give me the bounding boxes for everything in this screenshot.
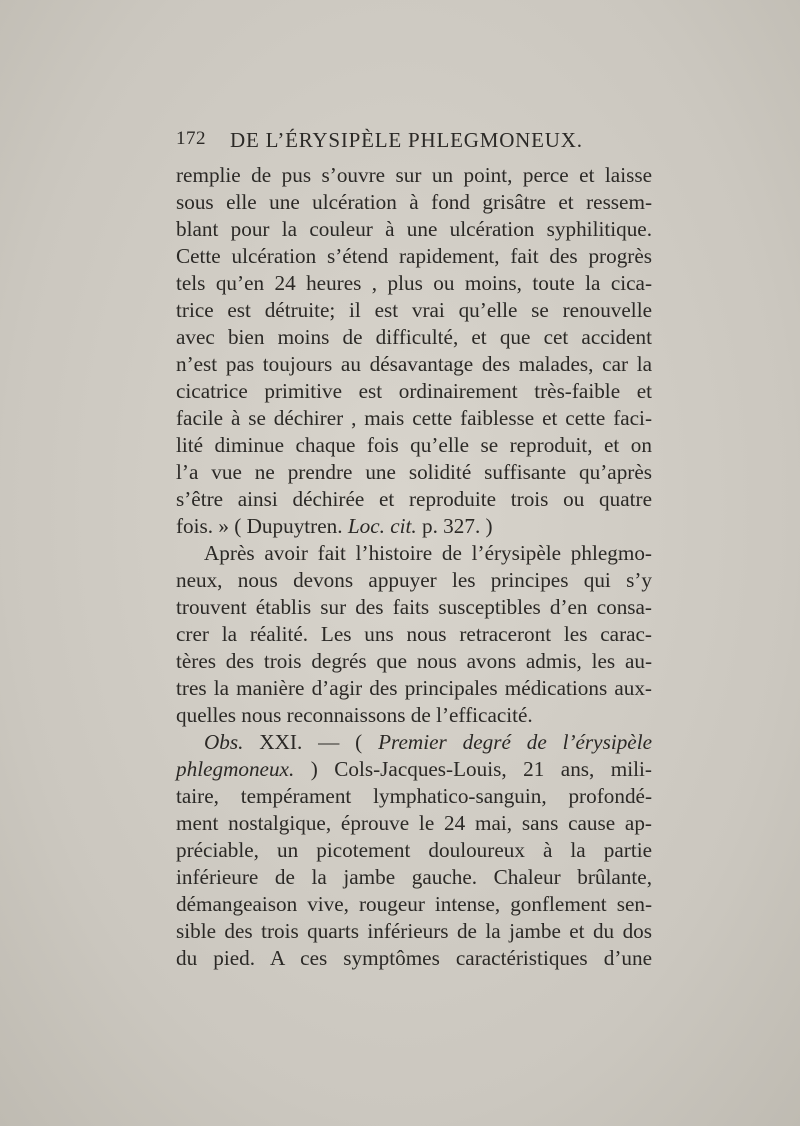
body-text [176,162,652,972]
citation-italic: Loc. cit. [347,514,417,538]
obs-title-continued: phlegmoneux. [176,757,295,781]
observation-second-line [176,756,652,783]
text-line: taire, tempérament lymphatico-sanguin, profondé- [176,784,652,808]
text-line: sous elle une ulcération à fond grisâtre et ressem- [176,190,652,214]
text-line: du pied. A ces symptômes caractéristiques d’une [176,946,652,970]
paragraph-first-line: Après avoir fait l’histoire de l’érysipèle phlegmo- [204,541,652,565]
citation-line [176,513,652,540]
text-line: sible des trois quarts inférieurs de la jambe et du dos [176,919,652,943]
text-line: quelles nous reconnaissons de l’efficacité. [176,703,533,727]
text-line: remplie de pus s’ouvre sur un point, perce et laisse [176,163,652,187]
citation-after: p. 327. ) [416,514,493,538]
text-line: facile à se déchirer , mais cette faiblesse et cette faci- [176,406,652,430]
observation-heading-line [176,729,652,756]
text-line: démangeaison vive, rougeur intense, gonflement sen- [176,892,652,916]
text-line: préciable, un picotement douloureux à la partie [176,838,652,862]
text-line: s’être ainsi déchirée et reproduite trois ou quatre [176,487,652,511]
obs-patient: ) Cols-Jacques-Louis, 21 ans, mili- [294,757,652,781]
running-head [176,128,656,158]
text-line: crer la réalité. Les uns nous retraceront les carac- [176,622,652,646]
text-line: ment nostalgique, éprouve le 24 mai, sans cause ap- [176,811,652,835]
text-line: tres la manière d’agir des principales médications aux- [176,676,652,700]
text-line: tels qu’en 24 heures , plus ou moins, toute la cica- [176,271,652,295]
text-line: avec bien moins de difficulté, et que cet accident [176,325,652,349]
citation-before: fois. » ( Dupuytren. [176,514,348,538]
text-line: Cette ulcération s’étend rapidement, fait des progrès [176,244,652,268]
text-line: tères des trois degrés que nous avons admis, les au- [176,649,652,673]
text-line: blant pour la couleur à une ulcération syphilitique. [176,217,652,241]
text-line: inférieure de la jambe gauche. Chaleur brûlante, [176,865,652,889]
text-line: trouvent établis sur des faits susceptibles d’en consa- [176,595,652,619]
text-line: trice est détruite; il est vrai qu’elle se renouvelle [176,298,652,322]
obs-title: Premier degré de l’érysipèle [378,730,653,754]
page-header-title: DE L’ÉRYSIPÈLE PHLEGMONEUX. [230,128,583,152]
text-line: lité diminue chaque fois qu’elle se reproduit, et on [176,433,652,457]
text-line: l’a vue ne prendre une solidité suffisante qu’après [176,460,652,484]
page-number: 172 [176,128,206,149]
obs-number: XXI. — ( [243,730,379,754]
obs-label: Obs. [204,730,244,754]
text-line: n’est pas toujours au désavantage des malades, car la [176,352,652,376]
text-line: cicatrice primitive est ordinairement très-faible et [176,379,652,403]
text-line: neux, nous devons appuyer les principes qui s’y [176,568,652,592]
